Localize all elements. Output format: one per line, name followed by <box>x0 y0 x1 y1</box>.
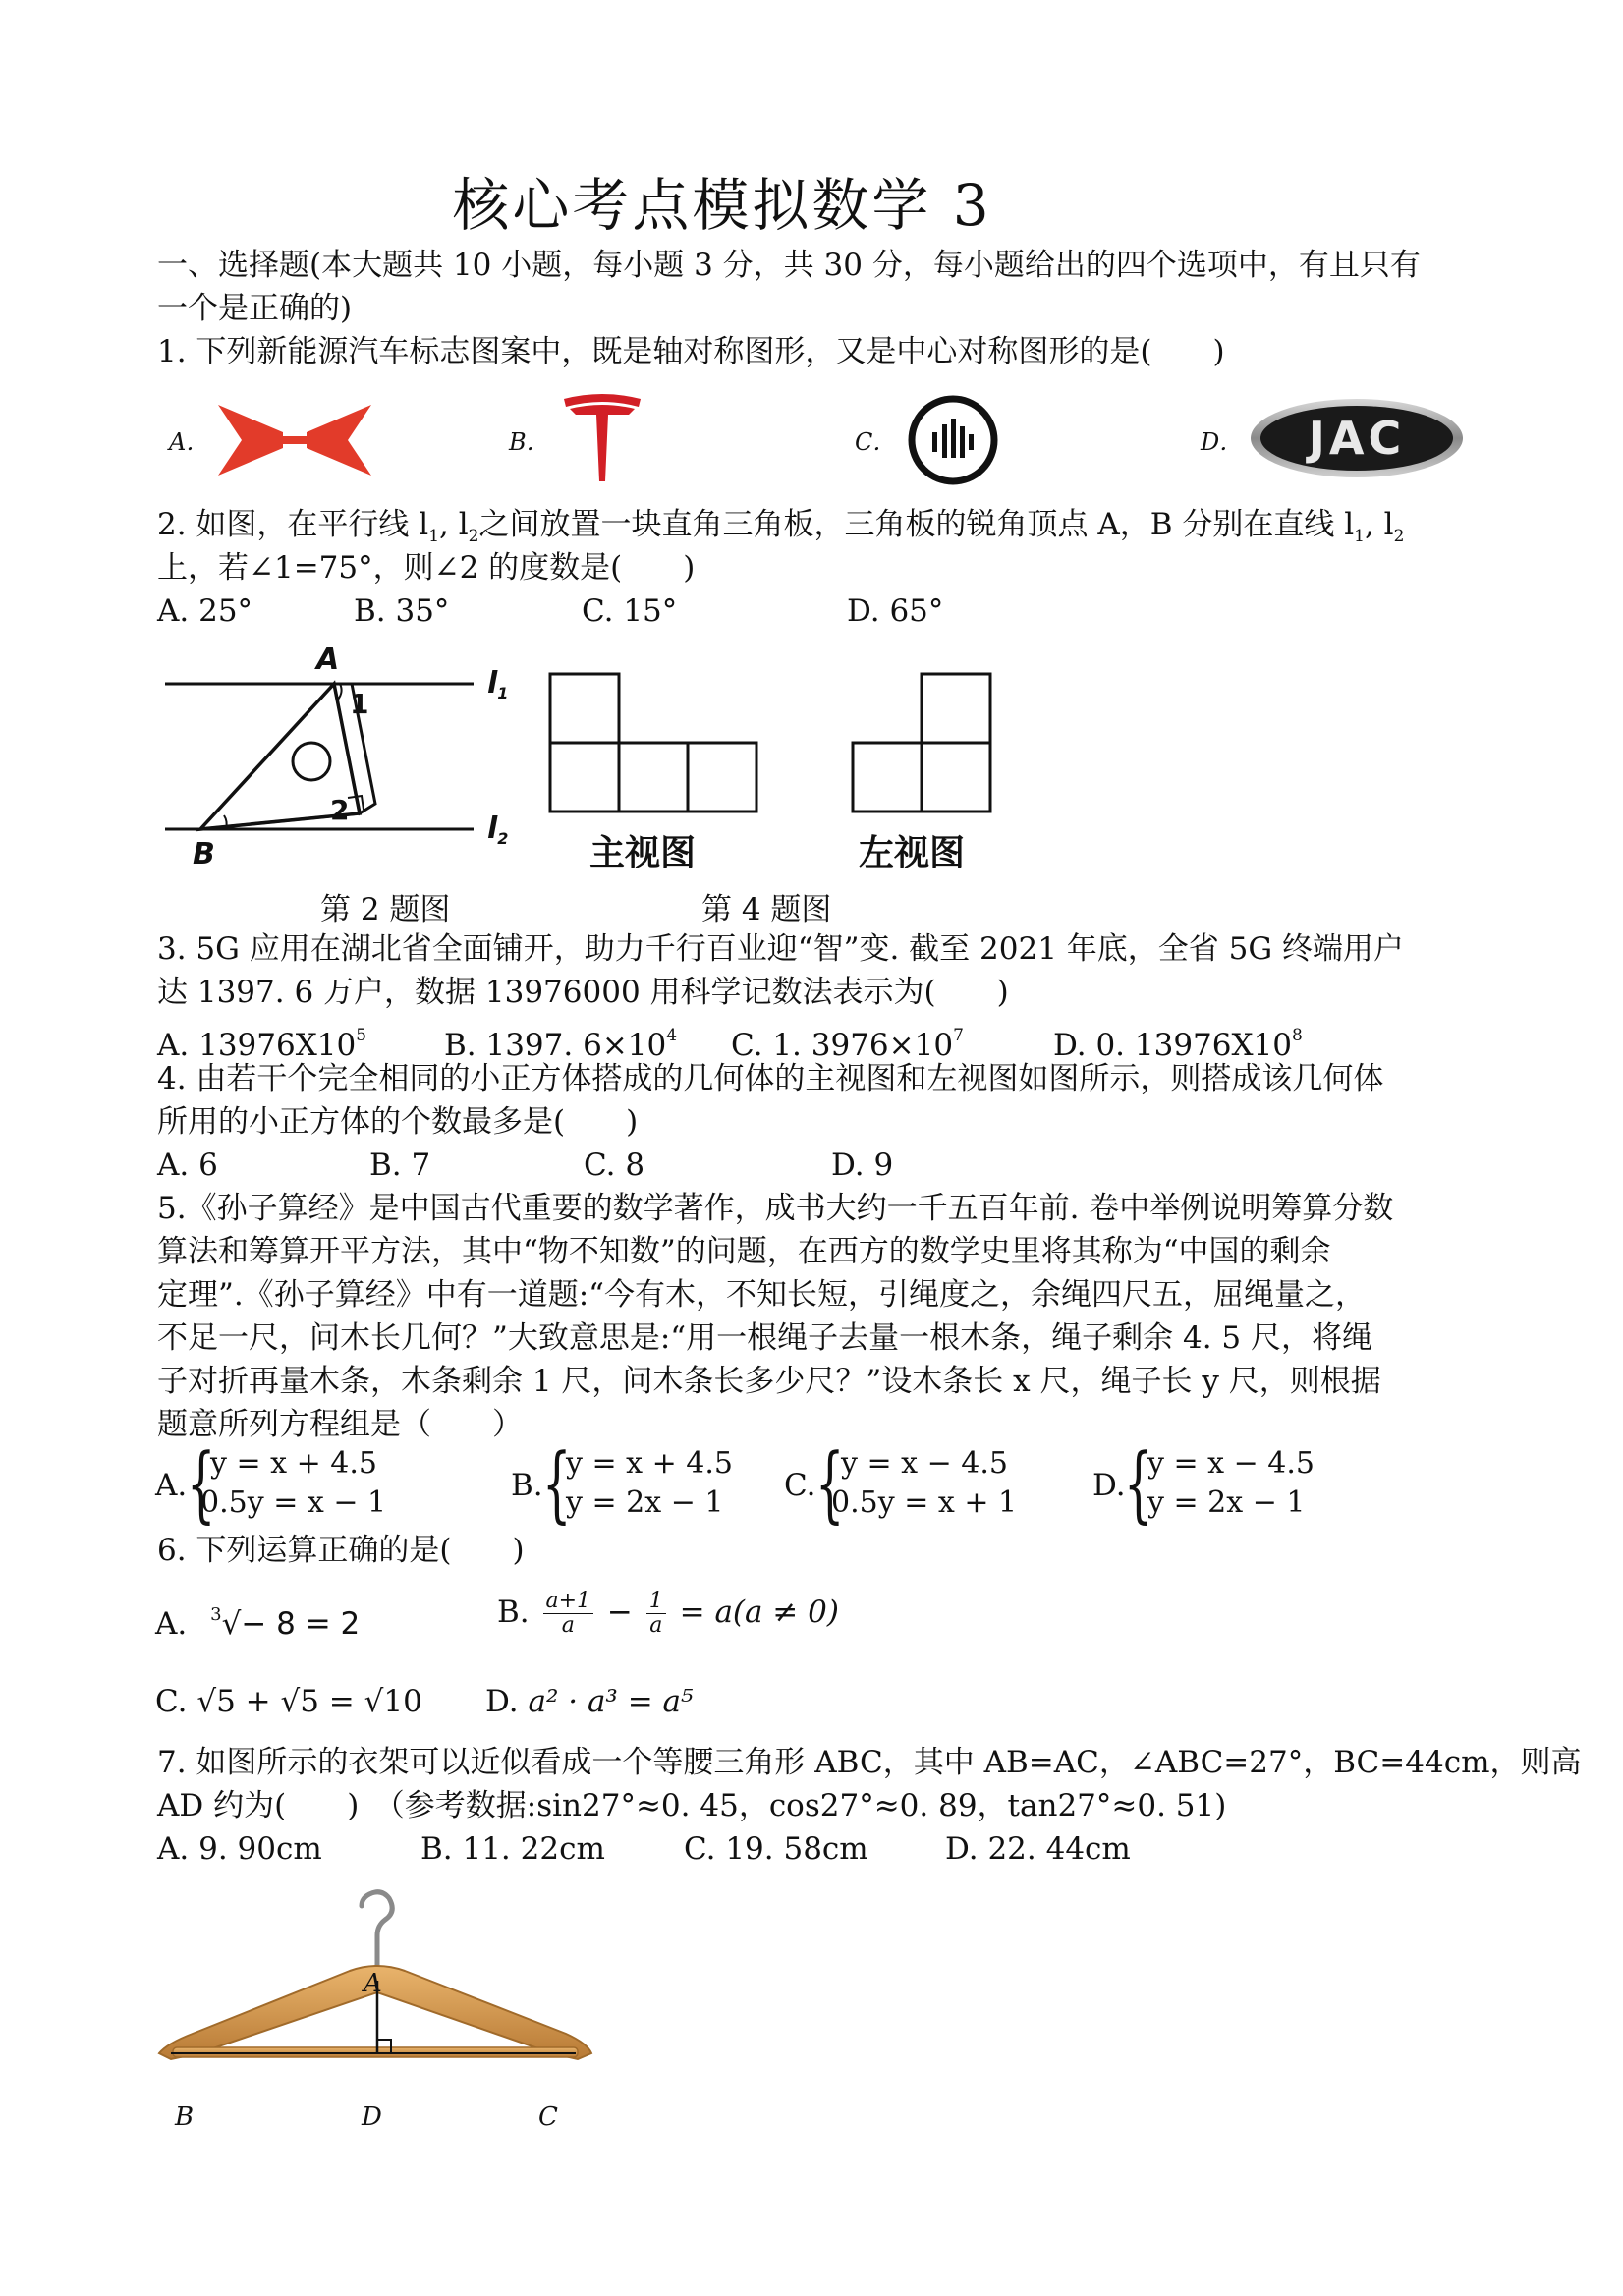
q5-line3: 定理”.《孙子算经》中有一道题:“今有木，不知长短，引绳度之，余绳四尺五，屈绳量之， <box>157 1277 1366 1313</box>
q1-label-d: D． <box>1201 428 1244 456</box>
page-title: 核心考点模拟数学 3 <box>452 172 992 239</box>
q5-line5: 子对折再量木条，木条剩余 1 尺，问木条长多少尺？”设木条长 x 尺，绳子长 y 尺，则根据 <box>157 1364 1381 1399</box>
q2-option-b: B. 35° <box>354 593 450 629</box>
q6-option-b: B. $\frac{a+1}{a}$ − $\frac{1}{a}$ = a(a ≠ 0) <box>497 1589 839 1638</box>
q6-option-a: A. $^3$√− 8 = 2 <box>155 1604 361 1642</box>
figure-q4-front-view <box>546 670 762 815</box>
q3-option-c: C. 1. $3976\times 10^7$ <box>731 1026 964 1063</box>
q3-option-d: D. 0. $13976X10^8$ <box>1053 1026 1303 1063</box>
section-heading-line2: 一个是正确的) <box>157 291 353 326</box>
q4-option-a: A. 6 <box>157 1148 218 1183</box>
logo-b-icon <box>560 393 644 483</box>
q3-option-a: A. $13976X10^5$ <box>157 1026 367 1063</box>
q1-label-c: C． <box>855 428 897 456</box>
fig2-label-a: A <box>316 643 340 677</box>
fig4-front-label: 主视图 <box>589 833 697 873</box>
q2-option-d: D. 65° <box>847 593 944 629</box>
logo-c-icon <box>906 393 1000 487</box>
q1-stem: 1. 下列新能源汽车标志图案中，既是轴对称图形，又是中心对称图形的是( ) <box>157 334 1225 369</box>
hanger-label-c: C <box>538 2102 558 2132</box>
hanger-label-a: A <box>364 1969 382 1998</box>
q4-option-d: D. 9 <box>831 1148 894 1183</box>
q4-line1: 4. 由若干个完全相同的小正方体搭成的几何体的主视图和左视图如图所示，则搭成该几何体 <box>157 1061 1384 1096</box>
q7-line2: AD 约为( ) （参考数据:sin27°≈0. 45，cos27°≈0. 89，tan27°≈0. 51) <box>157 1788 1227 1823</box>
q4-line2: 所用的小正方体的个数最多是( ) <box>157 1104 639 1140</box>
q2-line1: 2. 如图，在平行线 $l_1$, $l_2$之间放置一块直角三角板，三角板的锐角顶点 A，B 分别在直线 $l_1$, $l_2$ <box>157 507 1405 546</box>
fig2-label-b: B <box>193 837 215 871</box>
q4-option-b: B. 7 <box>369 1148 431 1183</box>
logo-a-icon <box>216 403 373 477</box>
q3-option-b: B. 1397. $6\times 10^4$ <box>444 1026 678 1063</box>
q6-stem: 6. 下列运算正确的是( ) <box>157 1533 525 1568</box>
logo-d-icon <box>1248 397 1466 479</box>
hanger-label-b: B <box>175 2102 195 2132</box>
hanger-label-d: D <box>362 2102 382 2132</box>
q2-option-c: C. 15° <box>582 593 678 629</box>
q5-line6: 题意所列方程组是（ ） <box>157 1407 523 1442</box>
fig4-left-label: 左视图 <box>859 833 966 873</box>
q4-option-c: C. 8 <box>584 1148 645 1183</box>
q1-label-b: B． <box>509 428 550 456</box>
fig4-caption: 第 4 题图 <box>701 892 832 927</box>
jac-text: JAC <box>1308 412 1406 465</box>
q7-option-c: C. 19. 58cm <box>684 1831 868 1867</box>
q5-line1: 5.《孙子算经》是中国古代重要的数学著作，成书大约一千五百年前. 卷中举例说明筹算分数 <box>157 1191 1394 1226</box>
q7-option-d: D. 22. 44cm <box>945 1831 1131 1867</box>
fig2-label-1: 1 <box>350 688 369 720</box>
fig2-caption: 第 2 题图 <box>320 892 451 927</box>
q3-line2: 达 1397. 6 万户，数据 13976000 用科学记数法表示为( ) <box>157 975 1009 1010</box>
q2-option-a: A. 25° <box>157 593 253 629</box>
q5-line4: 不足一尺，问木长几何？”大致意思是:“用一根绳子去量一根木条，绳子剩余 4. 5 尺，将绳 <box>157 1320 1372 1356</box>
q6-option-c: C. √5 + √5 = √10 <box>155 1684 422 1719</box>
fig2-label-l1: $l_1$ <box>487 666 509 702</box>
q3-line1: 3. 5G 应用在湖北省全面铺开，助力千行百业迎“智”变. 截至 2021 年底，全省 5G 终端用户 <box>157 931 1404 967</box>
section-heading-line1: 一、选择题(本大题共 10 小题，每小题 3 分，共 30 分，每小题给出的四个选项中，有且只有 <box>157 248 1421 283</box>
q5-line2: 算法和筹算开平方法，其中“物不知数”的问题，在西方的数学史里将其称为“中国的剩余 <box>157 1234 1331 1269</box>
q6-option-d: D. a² · a³ = a⁵ <box>485 1684 694 1719</box>
q1-label-a: A． <box>169 428 210 456</box>
figure-q4-left-view <box>849 670 996 815</box>
q7-line1: 7. 如图所示的衣架可以近似看成一个等腰三角形 ABC，其中 AB=AC，∠ABC=27°，BC=44cm，则高 <box>157 1745 1582 1780</box>
fig2-label-2: 2 <box>330 794 350 826</box>
q7-option-a: A. 9. 90cm <box>157 1831 322 1867</box>
q2-line2: 上，若∠1=75°，则∠2 的度数是( ) <box>157 550 696 586</box>
q7-option-b: B. 11. 22cm <box>420 1831 605 1867</box>
fig2-label-l2: $l_2$ <box>487 812 509 848</box>
